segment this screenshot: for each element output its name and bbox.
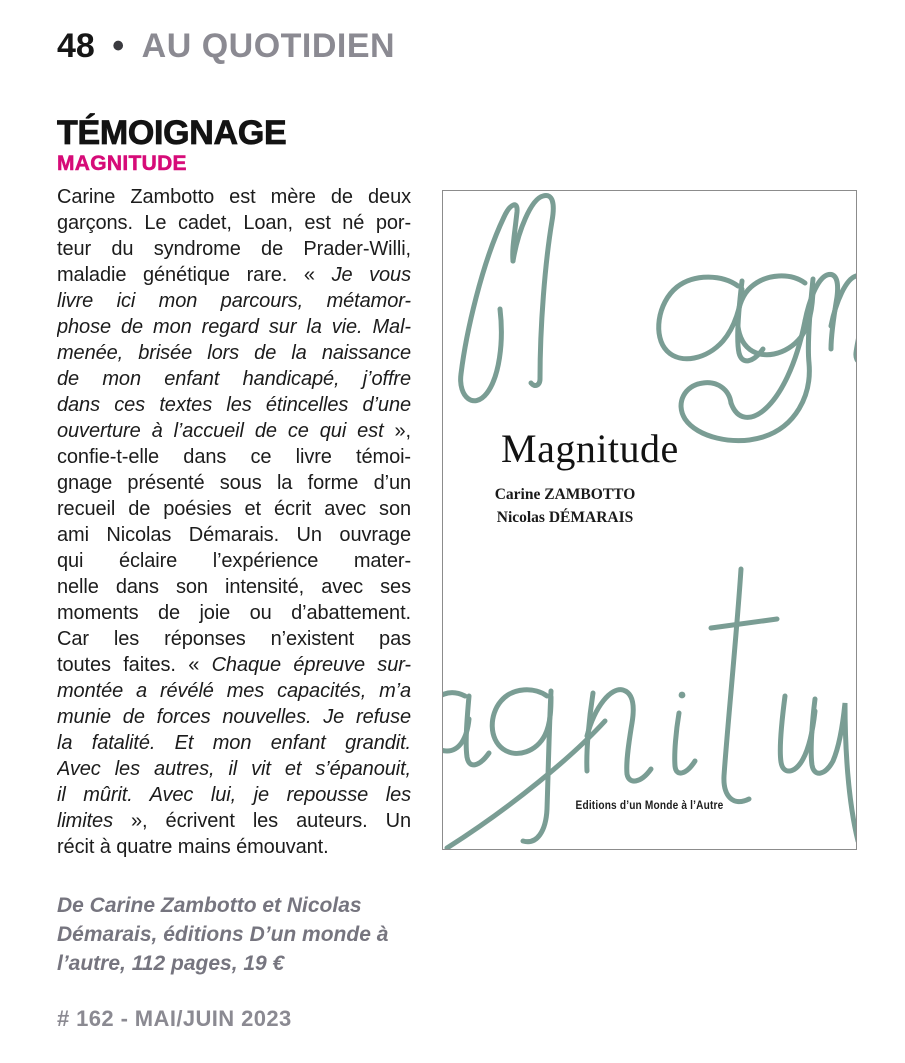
body-line: qui éclaire l’expérience mater-	[57, 550, 411, 572]
credit-line: De Carine Zambotto et Nicolas	[57, 894, 362, 917]
article-kicker: TÉMOIGNAGE	[57, 114, 287, 152]
body-line: munie de forces nouvelles. Je refuse	[57, 706, 411, 728]
body-line: menée, brisée lors de la naissance	[57, 342, 411, 364]
body-line: teur du syndrome de Prader-Willi,	[57, 238, 411, 260]
page-number: 48	[57, 27, 95, 65]
i-dot	[679, 692, 686, 699]
body-line: Carine Zambotto est mère de deux	[57, 186, 411, 208]
bullet-separator: •	[112, 27, 125, 65]
body-line: la fatalité. Et mon enfant grandit.	[57, 732, 411, 754]
book-author: Carine ZAMBOTTO	[494, 486, 636, 503]
page-header	[57, 28, 395, 65]
book-credit	[57, 891, 427, 978]
body-line: récit à quatre mains émouvant.	[57, 836, 329, 858]
cover-script-top-word	[461, 196, 856, 441]
issue-footer: # 162 - MAI/JUIN 2023	[57, 1006, 292, 1031]
body-line: il mûrit. Avec lui, je repousse les	[57, 784, 411, 806]
book-author: Nicolas DÉMARAIS	[496, 509, 634, 526]
article-title: MAGNITUDE	[57, 152, 187, 175]
body-line: toutes faites. « Chaque épreuve sur-	[57, 654, 411, 676]
credit-line: l’autre, 112 pages, 19 €	[57, 952, 285, 975]
body-line: livre ici mon parcours, métamor-	[57, 290, 411, 312]
body-line: gnage présenté sous la forme d’un	[57, 472, 411, 494]
body-line: recueil de poésies et écrit avec son	[57, 498, 411, 520]
body-line: moments de joie ou d’abattement.	[57, 602, 411, 624]
body-line: nelle dans son intensité, avec ses	[57, 576, 411, 598]
body-line: Car les réponses n’existent pas	[57, 628, 411, 650]
credit-line: Démarais, éditions D’un monde à	[57, 923, 389, 946]
body-line: montée a révélé mes capacités, m’a	[57, 680, 411, 702]
body-line: ami Nicolas Démarais. Un ouvrage	[57, 524, 411, 546]
section-title: AU QUOTIDIEN	[141, 27, 396, 65]
book-publisher: Editions d’un Monde à l’Autre	[575, 800, 724, 812]
body-line: de mon enfant handicapé, j’offre	[57, 368, 411, 390]
book-cover-image	[442, 190, 857, 850]
body-line: garçons. Le cadet, Loan, est né por-	[57, 212, 411, 234]
body-line: dans ces textes les étincelles d’une	[57, 394, 411, 416]
body-line: Avec les autres, il vit et s’épanouit,	[57, 758, 411, 780]
body-line: ouverture à l’accueil de ce qui est »,	[57, 420, 411, 442]
article-body	[57, 184, 411, 860]
book-authors	[481, 483, 649, 529]
body-line: phose de mon regard sur la vie. Mal-	[57, 316, 411, 338]
body-line: confie-t-elle dans ce livre témoi-	[57, 446, 411, 468]
body-line: limites », écrivent les auteurs. Un	[57, 810, 411, 832]
body-line: maladie génétique rare. « Je vous	[57, 264, 411, 286]
book-title: Magnitude	[501, 426, 679, 471]
